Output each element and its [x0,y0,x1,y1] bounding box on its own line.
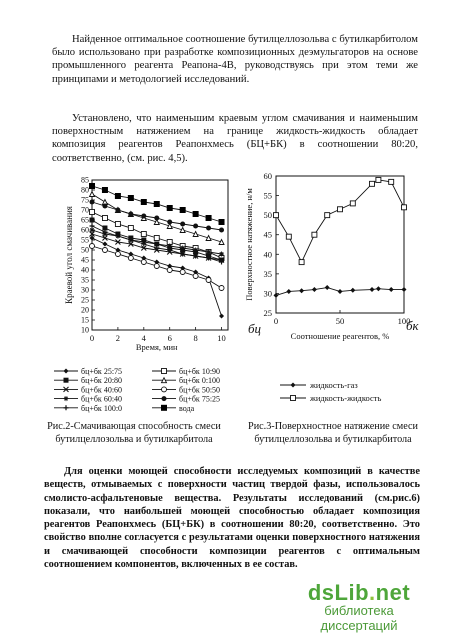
data-point [167,220,172,225]
data-point [141,232,146,237]
data-point [90,224,95,229]
legend-label: бц+бк 40:60 [81,385,123,395]
data-point [90,210,95,215]
y-tick-label: 80 [81,185,89,195]
data-point [193,274,198,279]
data-point [350,201,355,206]
data-point [180,207,186,213]
data-point [193,232,198,237]
data-point [102,242,107,247]
data-point [89,183,95,189]
y-tick-label: 50 [263,210,272,221]
data-point [180,270,185,275]
y-tick-label: 40 [81,265,89,275]
y-tick-label: 45 [81,255,89,265]
figure-caption-2: Рис.2-Смачивающая способность смеси бутилцеллозольва и бутилкарбитола [47,421,221,445]
data-point [338,289,343,294]
legend-marker [64,405,69,410]
data-point [219,219,225,225]
data-point [299,288,304,293]
y-tick-label: 15 [81,315,89,325]
y-tick-label: 55 [263,190,272,201]
legend-label: бц+бк 60:40 [81,394,123,404]
legend-label: бц+бк 25:75 [81,367,123,376]
x-tick-label: 8 [193,333,198,343]
y-tick-label: 25 [81,295,89,305]
legend-marker [64,378,69,383]
y-tick-label: 60 [263,171,272,181]
data-point [219,286,224,291]
x-tick-label: 10 [217,333,226,343]
x-tick-label: 50 [335,316,345,326]
legend-label: бц+бк 0:100 [179,376,221,386]
legend-label: бц+бк 10:90 [179,367,221,376]
data-point [102,248,107,253]
y-tick-label: 60 [81,225,89,235]
data-point [167,268,172,273]
y-tick-label: 50 [81,245,89,255]
y-tick-label: 70 [81,205,89,215]
x-tick-label: 0 [273,316,279,326]
data-point [389,287,394,292]
data-point [154,201,160,207]
data-point [102,216,107,221]
data-point [102,204,107,209]
data-point [102,187,108,193]
data-point [206,236,211,241]
data-point [206,250,211,255]
data-point [154,216,159,221]
data-point [180,246,185,251]
chart-wetting-angle [40,168,270,428]
axis-end-right: бк [406,318,419,333]
data-point [128,212,133,217]
data-point [206,278,211,283]
data-point [128,195,134,201]
data-point [219,252,224,257]
data-point [312,287,317,292]
data-point [141,214,146,219]
y-tick-label: 10 [81,325,89,335]
logo-dot: . [369,580,376,605]
y-tick-label: 85 [81,175,89,185]
legend-label: бц+бк 75:25 [179,394,221,404]
data-point [90,244,95,249]
x-axis-label: Время, мин [135,342,178,352]
data-point [128,256,133,261]
data-point [274,213,279,218]
y-tick-label: 55 [81,235,89,245]
x-tick-label: 4 [141,333,146,343]
data-point [350,288,355,293]
data-point [180,222,185,227]
y-tick-label: 25 [263,308,272,318]
data-point [325,285,330,290]
data-point [299,260,304,265]
data-point [370,181,375,186]
data-point [206,215,212,221]
y-tick-label: 45 [263,229,272,240]
figure-caption-3: Рис.3-Поверхностное натяжение смеси бутилцеллозольва и бутилкарбитола [248,421,418,445]
legend-marker [162,387,167,392]
legend-marker [162,396,167,401]
data-point [193,248,198,253]
x-tick-label: 100 [397,316,411,326]
x-axis-label: Соотношение реагентов, % [290,331,390,341]
data-point [115,208,120,213]
data-point [154,264,159,269]
y-tick-label: 65 [81,215,89,225]
legend-label: бц+бк 50:50 [179,385,221,395]
legend-marker [64,396,69,401]
data-point [154,236,159,241]
data-point [180,228,185,233]
legend-marker [291,396,296,401]
axis-end-left: бц [248,321,262,336]
data-point [219,228,224,233]
y-axis-label: Краевой угол смачивания [64,206,74,304]
data-point [115,193,121,199]
data-point [389,179,394,184]
paragraph-3: Для оценки моющей способности исследуемых композиций в качестве веществ, отмываемых с поверхности частиц твердой фазы, использовалось смолисто-асфальтеновые вещества. Результаты исследований (см.рис.6) показали, что наибольшей моющей способностью обладает композиция реагентов Реапонхмесь (БЦ+БК) в соотношении 80:20, соответственно. Это свойство вполне согласуется с результатами оценки поверхностного натяжения и смачивающей способности композиции реагентов с оптимальным соотношением компонентов, включенных в ее состав. [44,466,420,571]
paragraph-1: Найденное оптимальное соотношение бутилцеллозольва с бутилкарбитолом было использовано при разработке композиционных деэмульгаторов на основе промышленного реагента Реапона-4В, руководствуясь при этом теми же принципами и методологией исследований. [52,34,418,85]
data-point [286,234,291,239]
legend-marker [291,383,296,388]
dslib-watermark [284,580,434,633]
data-point [376,177,381,182]
x-tick-label: 6 [167,333,172,343]
data-point [115,222,120,227]
data-point [90,192,95,197]
legend-label: жидкость-жидкость [310,393,382,403]
chart-surface-tension [238,168,428,418]
data-point [286,289,291,294]
data-point [193,224,198,229]
legend-label: бц+бк 20:80 [81,376,123,386]
y-tick-label: 40 [263,249,272,260]
series-line [276,180,404,262]
data-point [90,200,95,205]
legend-label: жидкость-газ [310,380,358,390]
legend-label: бц+бк 100:0 [81,403,123,413]
y-tick-label: 20 [81,305,89,315]
x-tick-label: 0 [89,333,95,343]
data-point [128,226,133,231]
data-point [402,205,407,210]
logo-tld: net [375,580,411,605]
data-point [206,226,211,231]
data-point [338,207,343,212]
legend-marker [64,369,69,374]
data-point [90,218,95,223]
y-tick-label: 75 [81,195,89,205]
logo-main: dsLib [307,580,370,605]
data-point [370,287,375,292]
data-point [141,199,147,205]
data-point [219,314,224,319]
data-point [402,287,407,292]
data-point [141,260,146,265]
data-point [312,232,317,237]
x-tick-label: 2 [115,333,121,343]
y-tick-label: 30 [81,285,89,295]
legend-marker [162,369,167,374]
data-point [167,205,173,211]
data-point [115,252,120,257]
y-axis-label: Поверхностное натяжение, н/м [244,188,254,301]
paragraph-2: Установлено, что наименьшим краевым углом смачивания и наименьшим поверхностным натяжением на границе жидкость-жидкость обладает композиция реагентов Реапонхмесь (БЦ+БК) в соотношении 80:20, соответственно, (см. рис. 4,5). [52,113,418,164]
y-tick-label: 35 [263,268,272,279]
data-point [376,286,381,291]
data-point [193,211,199,217]
data-point [325,213,330,218]
legend-label: вода [179,403,195,413]
y-tick-label: 30 [263,288,272,299]
data-point [219,240,224,245]
legend-marker [161,405,167,411]
y-tick-label: 35 [81,275,89,285]
dslib-subtitle: библиотека диссертаций [320,603,398,633]
legend-marker [162,378,167,383]
